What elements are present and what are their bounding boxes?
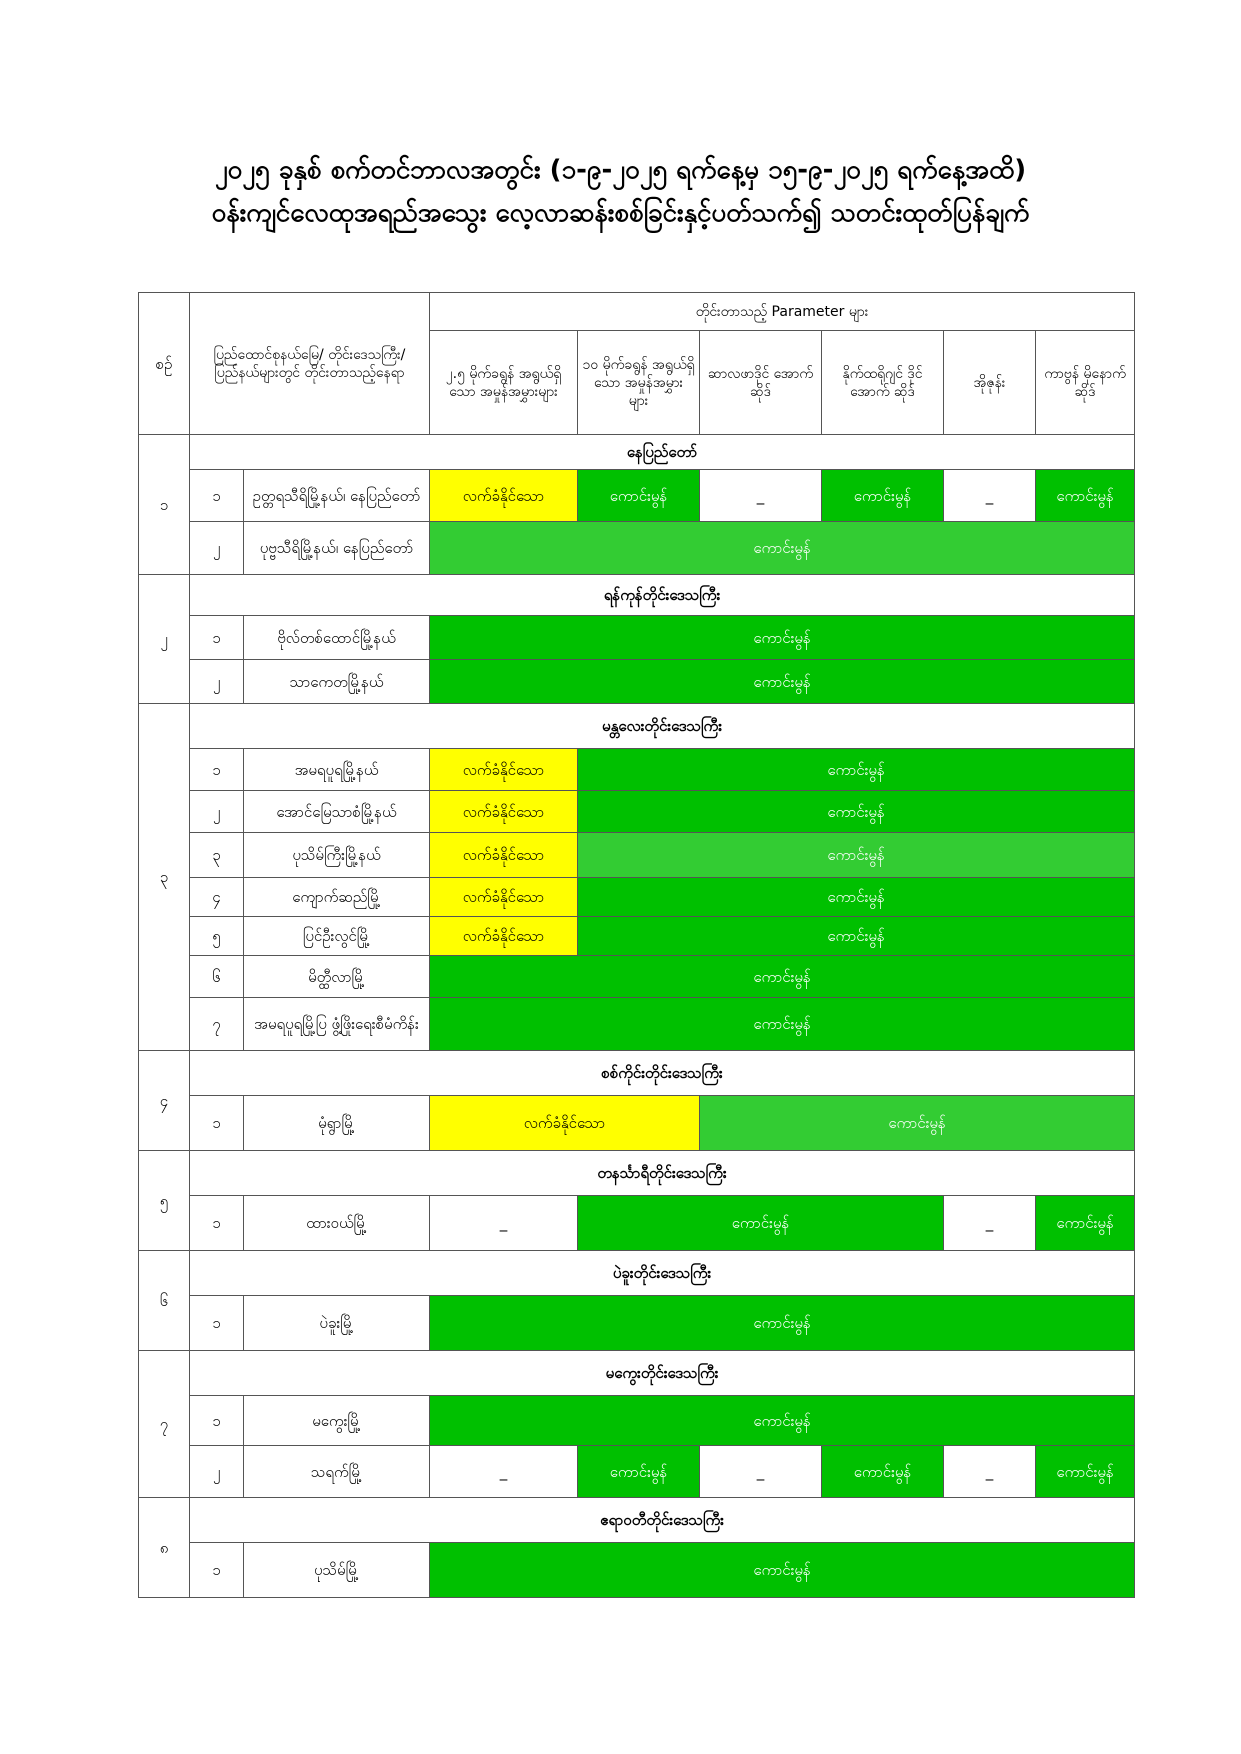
status-cell: လက်ခံနိုင်သော bbox=[430, 749, 578, 791]
site-no: ၁ bbox=[190, 1396, 244, 1446]
status-cell: ကောင်းမွန် bbox=[430, 660, 1135, 704]
status-cell: _ bbox=[944, 1196, 1036, 1251]
site-no: ၂ bbox=[190, 791, 244, 833]
region-row bbox=[139, 1051, 1135, 1096]
site-no: ၁ bbox=[190, 1096, 244, 1151]
header-no: စဉ် bbox=[139, 293, 190, 435]
status-cell: _ bbox=[700, 470, 822, 522]
site-no: ၁ bbox=[190, 749, 244, 791]
table-row bbox=[139, 660, 1135, 704]
status-cell: ကောင်းမွန် bbox=[1036, 1196, 1135, 1251]
region-no: ၇ bbox=[139, 1351, 190, 1498]
region-name: နေပြည်တော် bbox=[190, 435, 1135, 470]
status-cell: _ bbox=[430, 1446, 578, 1498]
status-cell: _ bbox=[700, 1446, 822, 1498]
table-row bbox=[139, 522, 1135, 575]
site-no: ၅ bbox=[190, 917, 244, 956]
status-cell: ကောင်းမွန် bbox=[578, 833, 1135, 878]
table-row bbox=[139, 749, 1135, 791]
site-name: ဗိုလ်တစ်ထောင်မြို့နယ် bbox=[244, 616, 430, 660]
region-name: စစ်ကိုင်းတိုင်းဒေသကြီး bbox=[190, 1051, 1135, 1096]
status-cell: ကောင်းမွန် bbox=[430, 1296, 1135, 1351]
status-cell: ကောင်းမွန် bbox=[822, 1446, 944, 1498]
status-cell: ကောင်းမွန် bbox=[578, 917, 1135, 956]
status-cell: ကောင်းမွန် bbox=[822, 470, 944, 522]
status-cell: ကောင်းမွန် bbox=[700, 1096, 1135, 1151]
status-cell: လက်ခံနိုင်သော bbox=[430, 878, 578, 917]
site-name: ပုသိမ်ကြီးမြို့နယ် bbox=[244, 833, 430, 878]
region-row bbox=[139, 1351, 1135, 1396]
header-co: ကာဗွန် မိုနောက် ဆိုဒ် bbox=[1036, 331, 1135, 435]
status-cell: လက်ခံနိုင်သော bbox=[430, 470, 578, 522]
status-cell: ကောင်းမွန် bbox=[578, 1196, 944, 1251]
site-name: ပုဗ္ဗသီရိမြို့နယ်၊ နေပြည်တော် bbox=[244, 522, 430, 575]
status-cell: လက်ခံနိုင်သော bbox=[430, 833, 578, 878]
status-cell: ကောင်းမွန် bbox=[430, 956, 1135, 998]
site-no: ၃ bbox=[190, 833, 244, 878]
region-name: တနင်္သာရီတိုင်းဒေသကြီး bbox=[190, 1151, 1135, 1196]
table-row bbox=[139, 1096, 1135, 1151]
status-cell: _ bbox=[944, 470, 1036, 522]
region-row bbox=[139, 1251, 1135, 1296]
header-so2: ဆာလဖာဒိုင် အောက်ဆိုဒ် bbox=[700, 331, 822, 435]
site-name: မိတ္ထီလာမြို့ bbox=[244, 956, 430, 998]
region-no: ၁ bbox=[139, 435, 190, 575]
table-row bbox=[139, 1446, 1135, 1498]
site-no: ၁ bbox=[190, 1196, 244, 1251]
region-row bbox=[139, 1498, 1135, 1543]
status-cell: ကောင်းမွန် bbox=[578, 470, 700, 522]
site-name: ထားဝယ်မြို့ bbox=[244, 1196, 430, 1251]
site-name: မကွေးမြို့ bbox=[244, 1396, 430, 1446]
region-no: ၆ bbox=[139, 1251, 190, 1351]
site-no: ၁ bbox=[190, 470, 244, 522]
status-cell: ကောင်းမွန် bbox=[578, 1446, 700, 1498]
site-no: ၄ bbox=[190, 878, 244, 917]
site-no: ၂ bbox=[190, 522, 244, 575]
site-name: ပဲခူးမြို့ bbox=[244, 1296, 430, 1351]
table-row bbox=[139, 616, 1135, 660]
header-o3: အိုဇုန်း bbox=[944, 331, 1036, 435]
status-cell: ကောင်းမွန် bbox=[430, 1543, 1135, 1598]
status-cell: _ bbox=[430, 1196, 578, 1251]
region-no: ၄ bbox=[139, 1051, 190, 1151]
status-cell: ကောင်းမွန် bbox=[1036, 1446, 1135, 1498]
site-name: ကျောက်ဆည်မြို့ bbox=[244, 878, 430, 917]
table-row bbox=[139, 956, 1135, 998]
site-name: အမရပူရမြို့နယ် bbox=[244, 749, 430, 791]
region-no: ၂ bbox=[139, 575, 190, 704]
table-row bbox=[139, 470, 1135, 522]
header-no2: နိုက်ထရိုဂျင် ဒိုင်အောက် ဆိုဒ် bbox=[822, 331, 944, 435]
table-row bbox=[139, 1396, 1135, 1446]
table-row bbox=[139, 1196, 1135, 1251]
site-name: အမရပူရမြို့ပြ ဖွံ့ဖြိုးရေးစီမံကိန်း bbox=[244, 998, 430, 1051]
status-cell: ကောင်းမွန် bbox=[430, 998, 1135, 1051]
region-no: ၅ bbox=[139, 1151, 190, 1251]
region-name: မန္တလေးတိုင်းဒေသကြီး bbox=[190, 704, 1135, 749]
site-name: ဥတ္တရသီရိမြို့နယ်၊ နေပြည်တော် bbox=[244, 470, 430, 522]
region-name: မကွေးတိုင်းဒေသကြီး bbox=[190, 1351, 1135, 1396]
table-row bbox=[139, 1543, 1135, 1598]
site-name: အောင်မြေသာစံမြို့နယ် bbox=[244, 791, 430, 833]
status-cell: ကောင်းမွန် bbox=[578, 878, 1135, 917]
region-row bbox=[139, 1151, 1135, 1196]
status-cell: ကောင်းမွန် bbox=[430, 1396, 1135, 1446]
site-no: ၁ bbox=[190, 616, 244, 660]
site-no: ၇ bbox=[190, 998, 244, 1051]
table-row bbox=[139, 833, 1135, 878]
region-no: ၃ bbox=[139, 704, 190, 1051]
status-cell: လက်ခံနိုင်သော bbox=[430, 917, 578, 956]
table-row bbox=[139, 878, 1135, 917]
status-cell: ကောင်းမွန် bbox=[430, 522, 1135, 575]
site-name: ပုသိမ်မြို့ bbox=[244, 1543, 430, 1598]
header-pm10: ၁၀ မိုက်ခရွန် အရွယ်ရှိသော အမှုန်အမွှား များ bbox=[578, 331, 700, 435]
status-cell: ကောင်းမွန် bbox=[1036, 470, 1135, 522]
region-name: ဧရာဝတီတိုင်းဒေသကြီး bbox=[190, 1498, 1135, 1543]
site-no: ၁ bbox=[190, 1296, 244, 1351]
table-row bbox=[139, 998, 1135, 1051]
status-cell: ကောင်းမွန် bbox=[430, 616, 1135, 660]
header-location: ပြည်ထောင်စုနယ်မြေ/ တိုင်းဒေသကြီး/ ပြည်နယ်များတွင် တိုင်းတာသည့်နေရာ bbox=[190, 293, 430, 435]
air-quality-table bbox=[138, 292, 1135, 1598]
page-title-line-2: ဝန်းကျင်လေထုအရည်အသွေး လေ့လာဆန်းစစ်ခြင်းနှင့်ပတ်သက်၍ သတင်းထုတ်ပြန်ချက် bbox=[211, 198, 1030, 228]
site-no: ၂ bbox=[190, 1446, 244, 1498]
status-cell: ကောင်းမွန် bbox=[578, 749, 1135, 791]
region-row bbox=[139, 435, 1135, 470]
region-row bbox=[139, 575, 1135, 616]
page-title-line-1: ၂၀၂၅ ခုနှစ် စက်တင်ဘာလအတွင်း (၁-၉-၂၀၂၅ ရက်နေ့မှ ၁၅-၉-၂၀၂၅ ရက်နေ့အထိ) bbox=[214, 155, 1027, 185]
site-no: ၂ bbox=[190, 660, 244, 704]
site-no: ၆ bbox=[190, 956, 244, 998]
status-cell: ကောင်းမွန် bbox=[578, 791, 1135, 833]
table-row bbox=[139, 791, 1135, 833]
region-no: ၈ bbox=[139, 1498, 190, 1598]
header-pm25: ၂.၅ မိုက်ခရွန် အရွယ်ရှိသော အမှုန်အမွှားများ bbox=[430, 331, 578, 435]
region-name: ရန်ကုန်တိုင်းဒေသကြီး bbox=[190, 575, 1135, 616]
site-name: သာကေတမြို့နယ် bbox=[244, 660, 430, 704]
table-row bbox=[139, 1296, 1135, 1351]
site-name: ပြင်ဦးလွင်မြို့ bbox=[244, 917, 430, 956]
site-name: မုံရွာမြို့ bbox=[244, 1096, 430, 1151]
header-parameters: တိုင်းတာသည့် Parameter များ bbox=[430, 293, 1135, 331]
site-name: သရက်မြို့ bbox=[244, 1446, 430, 1498]
region-name: ပဲခူးတိုင်းဒေသကြီး bbox=[190, 1251, 1135, 1296]
status-cell: လက်ခံနိုင်သော bbox=[430, 791, 578, 833]
status-cell: _ bbox=[944, 1446, 1036, 1498]
status-cell: လက်ခံနိုင်သော bbox=[430, 1096, 700, 1151]
site-no: ၁ bbox=[190, 1543, 244, 1598]
region-row bbox=[139, 704, 1135, 749]
table-row bbox=[139, 917, 1135, 956]
